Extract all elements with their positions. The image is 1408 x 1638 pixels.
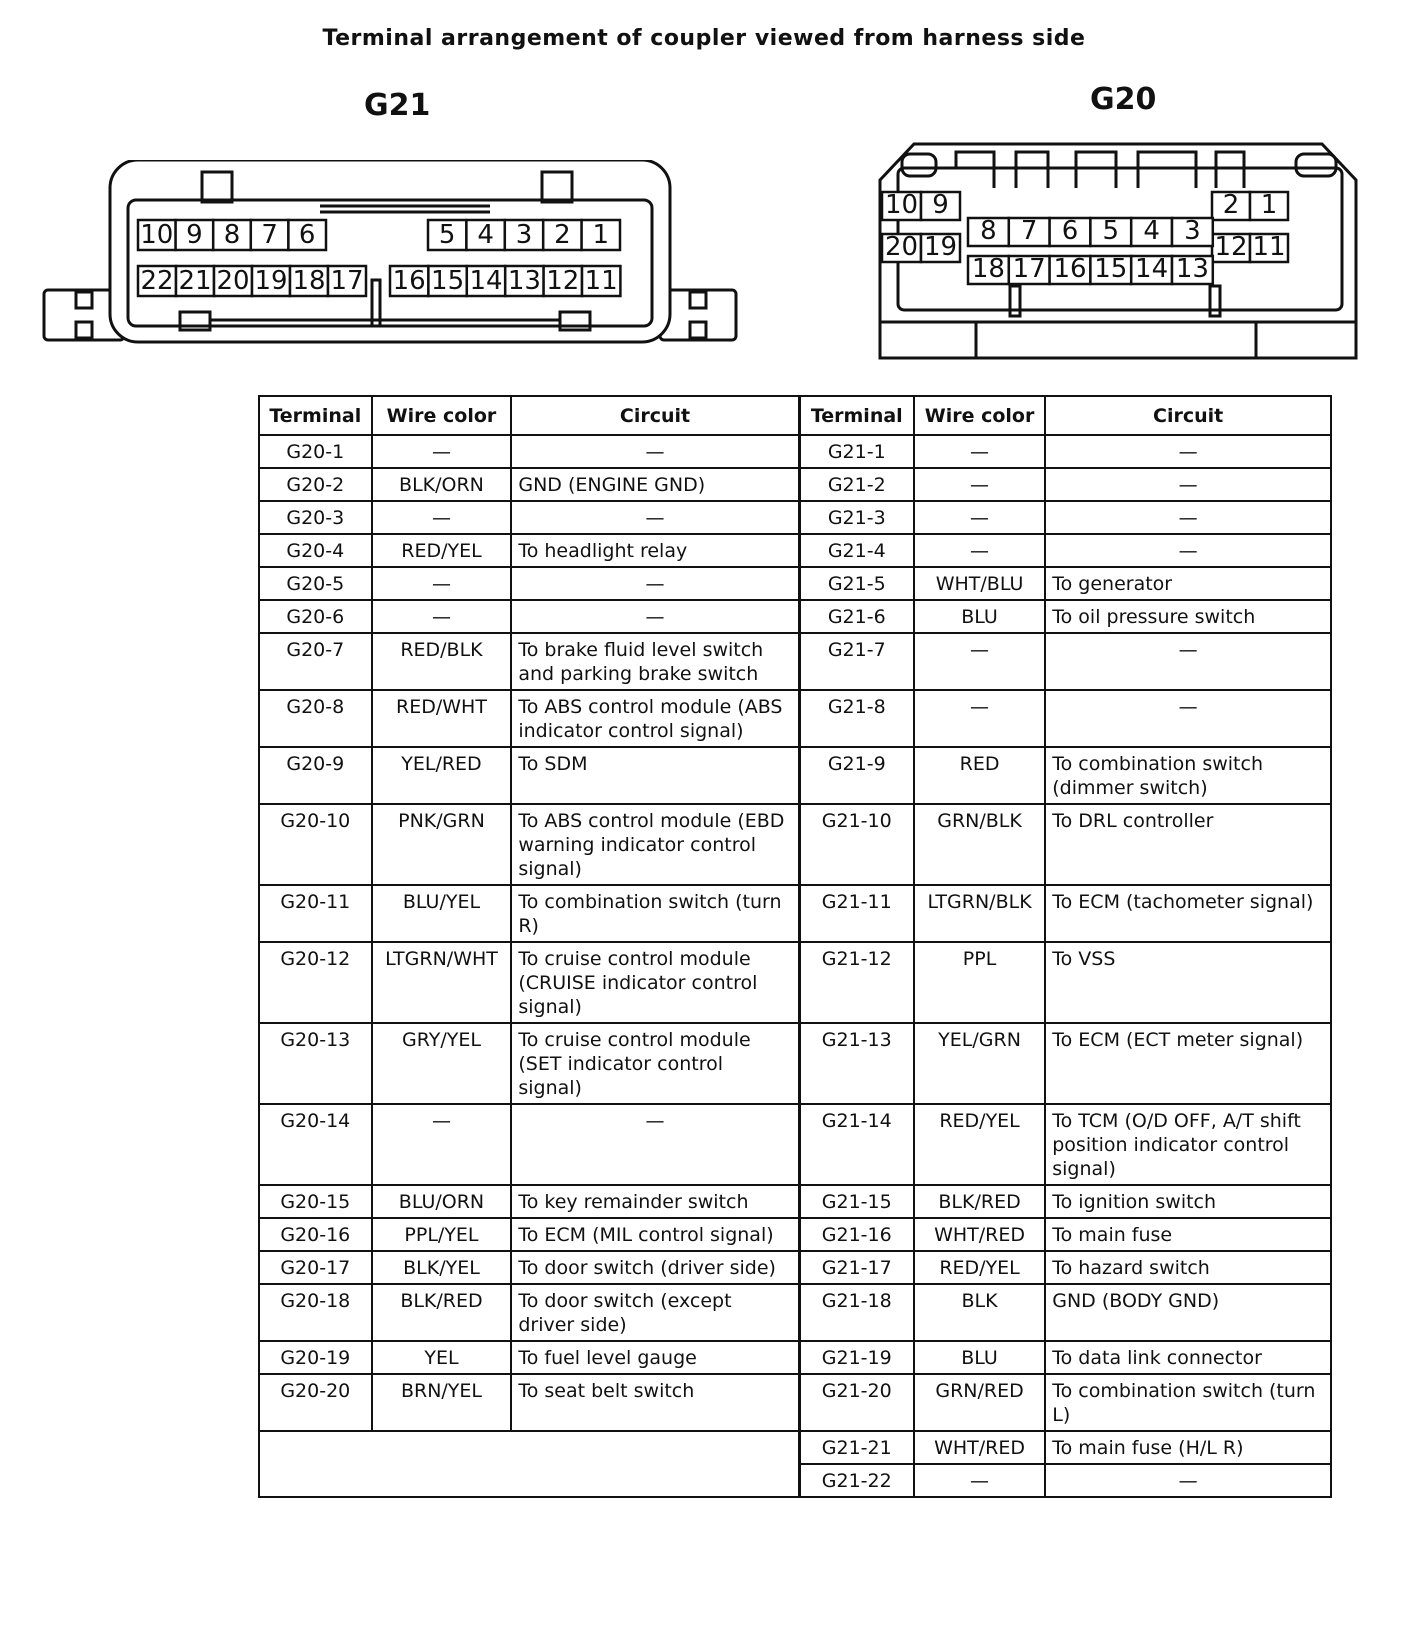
terminal-number: 2 <box>1222 190 1240 220</box>
wire-color-cell: GRN/RED <box>914 1374 1045 1431</box>
terminal-number: 19 <box>923 232 958 262</box>
circuit-cell: GND (BODY GND) <box>1045 1284 1331 1341</box>
wire-color-cell: BLU <box>914 600 1045 633</box>
wire-color-cell: RED/YEL <box>914 1251 1045 1284</box>
circuit-cell: To door switch (except driver side) <box>511 1284 799 1341</box>
wire-color-cell: — <box>372 567 512 600</box>
circuit-cell: To ECM (tachometer signal) <box>1045 885 1331 942</box>
terminal-number: 5 <box>1102 216 1120 246</box>
terminal-number: 9 <box>186 220 203 250</box>
terminal-number: 3 <box>515 220 533 250</box>
wire-color-cell: — <box>914 468 1045 501</box>
circuit-cell: To VSS <box>1045 942 1331 1023</box>
terminal-cell: G20-6 <box>259 600 372 633</box>
circuit-cell: — <box>511 501 799 534</box>
terminal-cell: G21-5 <box>799 567 914 600</box>
circuit-cell: To ABS control module (EBD warning indicator control signal) <box>511 804 799 885</box>
terminal-cell: G21-1 <box>799 435 914 468</box>
circuit-cell: To TCM (O/D OFF, A/T shift position indicator control signal) <box>1045 1104 1331 1185</box>
terminal-cell: G21-6 <box>799 600 914 633</box>
table-row <box>259 1218 1331 1251</box>
terminal-cell: G21-12 <box>799 942 914 1023</box>
terminal-number: 18 <box>971 254 1005 284</box>
circuit-cell: To seat belt switch <box>511 1374 799 1431</box>
wire-color-cell: LTGRN/WHT <box>372 942 512 1023</box>
wire-color-cell: — <box>372 435 512 468</box>
terminal-number: 1 <box>592 220 610 250</box>
terminal-cell: G21-11 <box>799 885 914 942</box>
terminal-number: 16 <box>1053 254 1087 284</box>
terminal-cell: G20-8 <box>259 690 372 747</box>
terminal-cell: G21-4 <box>799 534 914 567</box>
wire-color-cell: BLU/ORN <box>372 1185 512 1218</box>
wire-color-cell: BLU/YEL <box>372 885 512 942</box>
terminal-cell: G21-15 <box>799 1185 914 1218</box>
terminal-number: 10 <box>140 220 174 250</box>
wire-color-cell: BLK/YEL <box>372 1251 512 1284</box>
header-wire-color-1: Wire color <box>372 396 512 435</box>
wire-color-cell: — <box>914 534 1045 567</box>
wire-color-cell: GRY/YEL <box>372 1023 512 1104</box>
terminal-number: 6 <box>298 220 316 250</box>
wire-color-cell: — <box>914 690 1045 747</box>
terminal-cell: G21-21 <box>799 1431 914 1464</box>
circuit-cell: To fuel level gauge <box>511 1341 799 1374</box>
terminal-cell: G20-4 <box>259 534 372 567</box>
circuit-cell: To oil pressure switch <box>1045 600 1331 633</box>
circuit-cell: To generator <box>1045 567 1331 600</box>
table-row <box>259 1374 1331 1431</box>
terminal-number: 16 <box>392 266 426 296</box>
circuit-cell: GND (ENGINE GND) <box>511 468 799 501</box>
table-row <box>259 1341 1331 1374</box>
terminal-table <box>258 395 1332 1498</box>
terminal-number: 7 <box>261 220 278 250</box>
circuit-cell: To hazard switch <box>1045 1251 1331 1284</box>
circuit-cell: — <box>511 435 799 468</box>
circuit-cell: To ABS control module (ABS indicator control signal) <box>511 690 799 747</box>
terminal-cell: G21-8 <box>799 690 914 747</box>
circuit-cell: To brake fluid level switch and parking brake switch <box>511 633 799 690</box>
terminal-cell: G20-14 <box>259 1104 372 1185</box>
terminal-cell: G20-16 <box>259 1218 372 1251</box>
circuit-cell: To cruise control module (SET indicator control signal) <box>511 1023 799 1104</box>
terminal-cell: G21-18 <box>799 1284 914 1341</box>
wire-color-cell: RED/WHT <box>372 690 512 747</box>
wire-color-cell: YEL/RED <box>372 747 512 804</box>
table-row <box>259 942 1331 1023</box>
terminal-number: 3 <box>1184 216 1201 246</box>
table-row <box>259 1104 1331 1185</box>
terminal-number: 17 <box>330 266 364 296</box>
wire-color-cell: — <box>914 501 1045 534</box>
g21-bottom-right-cavities <box>390 266 620 296</box>
terminal-cell: G20-18 <box>259 1284 372 1341</box>
table-row <box>259 690 1331 747</box>
wire-color-cell: LTGRN/BLK <box>914 885 1045 942</box>
table-row <box>259 435 1331 468</box>
terminal-cell: G20-3 <box>259 501 372 534</box>
table-row <box>259 468 1331 501</box>
terminal-number: 13 <box>1175 254 1209 284</box>
circuit-cell: To combination switch (turn L) <box>1045 1374 1331 1431</box>
wire-color-cell: — <box>914 633 1045 690</box>
terminal-cell: G21-20 <box>799 1374 914 1431</box>
g20-center-top-cavities <box>968 216 1213 246</box>
circuit-cell: To ECM (MIL control signal) <box>511 1218 799 1251</box>
terminal-cell: G21-19 <box>799 1341 914 1374</box>
terminal-number: 5 <box>438 220 456 250</box>
terminal-cell: G20-5 <box>259 567 372 600</box>
circuit-cell: — <box>1045 1464 1331 1497</box>
wire-color-cell: — <box>372 600 512 633</box>
terminal-cell: G20-15 <box>259 1185 372 1218</box>
circuit-cell: — <box>1045 633 1331 690</box>
circuit-cell: To combination switch (dimmer switch) <box>1045 747 1331 804</box>
terminal-number: 14 <box>1135 254 1169 284</box>
terminal-cell: G20-1 <box>259 435 372 468</box>
terminal-number: 21 <box>178 266 212 296</box>
table-row <box>259 534 1331 567</box>
wire-color-cell: RED <box>914 747 1045 804</box>
terminal-cell: G20-11 <box>259 885 372 942</box>
terminal-cell: G21-17 <box>799 1251 914 1284</box>
table-header-row <box>259 396 1331 435</box>
g21-bottom-left-cavities <box>138 266 366 296</box>
terminal-number: 11 <box>1252 232 1286 262</box>
circuit-cell: To key remainder switch <box>511 1185 799 1218</box>
table-row <box>259 1284 1331 1341</box>
terminal-cell: G20-7 <box>259 633 372 690</box>
circuit-cell: To headlight relay <box>511 534 799 567</box>
terminal-number: 22 <box>140 266 174 296</box>
circuit-cell: To SDM <box>511 747 799 804</box>
terminal-cell: G21-22 <box>799 1464 914 1497</box>
wire-color-cell: — <box>914 1464 1045 1497</box>
circuit-cell: — <box>511 1104 799 1185</box>
terminal-cell: G21-14 <box>799 1104 914 1185</box>
wire-color-cell: WHT/RED <box>914 1218 1045 1251</box>
terminal-cell: G21-9 <box>799 747 914 804</box>
terminal-cell: G20-10 <box>259 804 372 885</box>
terminal-number: 4 <box>1143 216 1160 246</box>
terminal-number: 9 <box>932 190 949 220</box>
terminal-cell: G21-10 <box>799 804 914 885</box>
terminal-number: 11 <box>584 266 618 296</box>
wire-color-cell: — <box>372 1104 512 1185</box>
circuit-cell: To ECM (ECT meter signal) <box>1045 1023 1331 1104</box>
terminal-cell: G21-7 <box>799 633 914 690</box>
terminal-cell: G20-2 <box>259 468 372 501</box>
terminal-number: 13 <box>507 266 541 296</box>
g21-connector-diagram <box>40 160 740 356</box>
circuit-cell: To DRL controller <box>1045 804 1331 885</box>
terminal-cell: G20-12 <box>259 942 372 1023</box>
wire-color-cell: RED/BLK <box>372 633 512 690</box>
g20-upper-right-cavities <box>1212 190 1288 220</box>
circuit-cell: — <box>1045 468 1331 501</box>
circuit-cell: — <box>511 567 799 600</box>
g20-center-bottom-cavities <box>968 254 1213 284</box>
terminal-cell: G21-13 <box>799 1023 914 1104</box>
wire-color-cell: BLK/RED <box>914 1185 1045 1218</box>
wire-color-cell: BLK/RED <box>372 1284 512 1341</box>
circuit-cell: To main fuse <box>1045 1218 1331 1251</box>
circuit-cell: — <box>1045 501 1331 534</box>
wire-color-cell: YEL <box>372 1341 512 1374</box>
terminal-number: 20 <box>216 266 250 296</box>
table-row <box>259 885 1331 942</box>
wire-color-cell: WHT/RED <box>914 1431 1045 1464</box>
g20-connector-diagram <box>876 140 1366 362</box>
page-title: Terminal arrangement of coupler viewed from harness side <box>322 26 1086 51</box>
circuit-cell: To ignition switch <box>1045 1185 1331 1218</box>
terminal-cell: G20-9 <box>259 747 372 804</box>
g21-top-left-cavities <box>138 220 326 250</box>
terminal-number: 12 <box>546 266 580 296</box>
terminal-number: 1 <box>1260 190 1278 220</box>
terminal-number: 17 <box>1012 254 1046 284</box>
terminal-number: 19 <box>254 266 288 296</box>
wire-color-cell: PNK/GRN <box>372 804 512 885</box>
circuit-cell: To main fuse (H/L R) <box>1045 1431 1331 1464</box>
table-row <box>259 1251 1331 1284</box>
circuit-cell: — <box>1045 435 1331 468</box>
g21-label: G21 <box>364 88 431 123</box>
terminal-number: 8 <box>223 220 241 250</box>
terminal-cell: G21-3 <box>799 501 914 534</box>
wire-color-cell: PPL <box>914 942 1045 1023</box>
wire-color-cell: YEL/GRN <box>914 1023 1045 1104</box>
wire-color-cell: RED/YEL <box>914 1104 1045 1185</box>
header-terminal-2: Terminal <box>799 396 914 435</box>
terminal-cell: G20-13 <box>259 1023 372 1104</box>
terminal-number: 2 <box>554 220 571 250</box>
table-row <box>259 804 1331 885</box>
terminal-number: 18 <box>292 266 326 296</box>
terminal-number: 20 <box>884 232 919 262</box>
circuit-cell: To door switch (driver side) <box>511 1251 799 1284</box>
terminal-number: 14 <box>469 266 503 296</box>
terminal-number: 7 <box>1020 216 1038 246</box>
terminal-number: 4 <box>477 220 494 250</box>
circuit-cell: — <box>511 600 799 633</box>
wire-color-cell: — <box>372 501 512 534</box>
circuit-cell: To data link connector <box>1045 1341 1331 1374</box>
terminal-number: 12 <box>1214 232 1248 262</box>
wire-color-cell: — <box>914 435 1045 468</box>
header-terminal-1: Terminal <box>259 396 372 435</box>
circuit-cell: To combination switch (turn R) <box>511 885 799 942</box>
wire-color-cell: BRN/YEL <box>372 1374 512 1431</box>
g20-middle-right-cavities <box>1212 232 1288 262</box>
table-row <box>259 1431 1331 1464</box>
wire-color-cell: RED/YEL <box>372 534 512 567</box>
terminal-cell: G20-19 <box>259 1341 372 1374</box>
terminal-cell: G20-20 <box>259 1374 372 1431</box>
terminal-cell: G21-2 <box>799 468 914 501</box>
table-row <box>259 567 1331 600</box>
terminal-number: 8 <box>980 216 997 246</box>
circuit-cell: — <box>1045 690 1331 747</box>
terminal-number: 10 <box>884 190 919 220</box>
g20-middle-left-cavities <box>882 232 960 262</box>
wire-color-cell: GRN/BLK <box>914 804 1045 885</box>
empty-cell <box>259 1431 799 1497</box>
circuit-cell: To cruise control module (CRUISE indicator control signal) <box>511 942 799 1023</box>
terminal-cell: G21-16 <box>799 1218 914 1251</box>
table-row <box>259 633 1331 690</box>
terminal-cell: G20-17 <box>259 1251 372 1284</box>
terminal-number: 6 <box>1061 216 1079 246</box>
terminal-number: 15 <box>431 266 465 296</box>
g20-upper-left-cavities <box>882 190 960 220</box>
table-row <box>259 1185 1331 1218</box>
g20-label: G20 <box>1090 82 1157 117</box>
header-circuit-2: Circuit <box>1045 396 1331 435</box>
table-row <box>259 501 1331 534</box>
header-wire-color-2: Wire color <box>914 396 1045 435</box>
table-row <box>259 600 1331 633</box>
circuit-cell: — <box>1045 534 1331 567</box>
wire-color-cell: BLK/ORN <box>372 468 512 501</box>
terminal-number: 15 <box>1094 254 1128 284</box>
table-row <box>259 747 1331 804</box>
wire-color-cell: BLK <box>914 1284 1045 1341</box>
wire-color-cell: WHT/BLU <box>914 567 1045 600</box>
table-row <box>259 1023 1331 1104</box>
g21-top-right-cavities <box>428 220 620 250</box>
wire-color-cell: BLU <box>914 1341 1045 1374</box>
wire-color-cell: PPL/YEL <box>372 1218 512 1251</box>
header-circuit-1: Circuit <box>511 396 799 435</box>
